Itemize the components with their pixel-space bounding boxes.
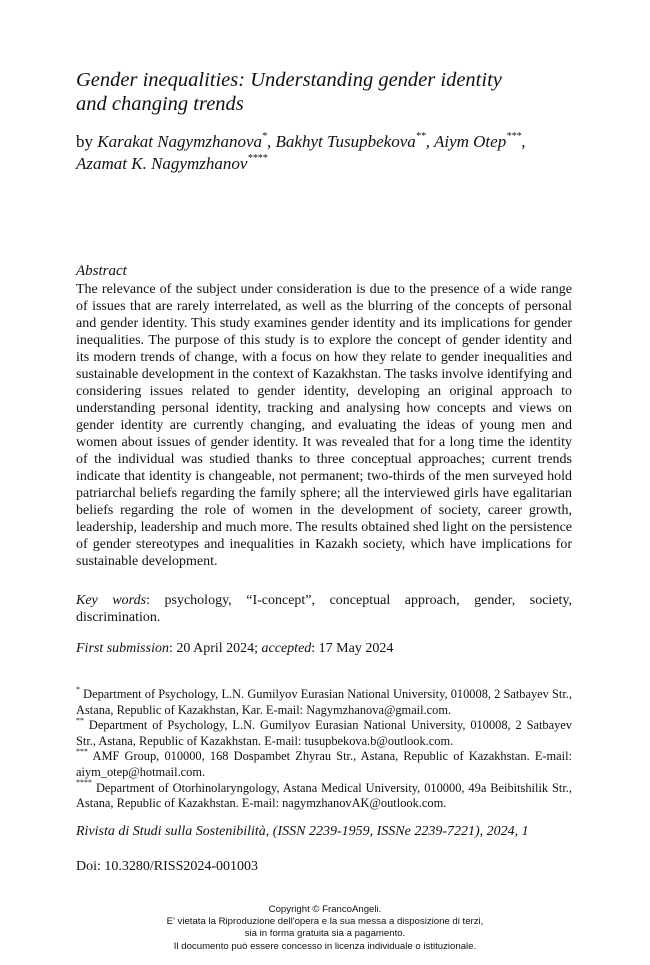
title-line-1: Gender inequalities: Understanding gender identity (76, 69, 502, 91)
footnote-text: AMF Group, 010000, 168 Dospambet Zhyrau Str., Astana, Republic of Kazakhstan. E-mail: aiym_otep@hotmail.com. (76, 749, 572, 779)
footnote-text: Department of Otorhinolaryngology, Astana Medical University, 010000, 49a Beibitshilik Str., Astana, Republic of Kazakhstan. E-mail: nagymzhanovAK@outlook.com. (76, 780, 572, 811)
author-mark: ** (415, 131, 426, 143)
author-separator: , (521, 132, 526, 151)
footnote-mark: *** (76, 747, 88, 757)
author-byline (76, 131, 576, 175)
first-submission-label: First submission (76, 641, 169, 656)
author-mark: *** (506, 131, 522, 143)
footnote (76, 718, 572, 749)
accepted-label: accepted (261, 641, 312, 656)
first-submission-date: : 20 April 2024; (168, 641, 262, 656)
footnote (76, 778, 572, 812)
copyright-line: Il documento può essere concesso in licenza individuale o istituzionale. (173, 940, 477, 952)
submission-dates (76, 640, 572, 657)
article-title (76, 68, 576, 116)
abstract-text: The relevance of the subject under consideration is due to the presence of a wide range of issues that are rarely interrelated, as well as the blurring of the concepts of personal and gender identity. This study examines gender identity and its implications for gender inequalities. The purpose of this study is to explore the concept of gender identity and its modern trends of change, with a focus on how they relate to gender inequalities and sustainable development in the context of Kazakhstan. The tasks involve identifying and considering issues related to gender identity, developing an original approach to understanding personal identity, tracking and analysing how concepts and views on gender identity are currently changing, and evaluating the ideas of young men and women about issues of gender identity. It was revealed that for a long time the identity of the individual was studied thanks to three conceptual approaches; current trends indicate that identity is changeable, not permanent; two-thirds of the men surveyed hold patriarchal beliefs regarding the family sphere; all the interviewed girls have egalitarian beliefs regarding the role of women in the development of society, career growth, leadership, leadership and much more. The results obtained shed light on the persistence of gender stereotypes and inequalities in Kazakh society, which have implications for sustainable development. (76, 282, 572, 569)
keywords-text: : psychology, “I-concept”, conceptual approach, gender, society, discrimination. (76, 593, 573, 625)
title-line-2: and changing trends (76, 93, 244, 115)
byline-by: by (76, 132, 93, 151)
footnote-text: Department of Psychology, L.N. Gumilyov Eurasian National University, 010008, 2 Satbayev Str., Astana, Republic of Kazakhstan. E-mail: tusupbekova.b@outlook.com. (76, 718, 572, 748)
journal-citation: Rivista di Studi sulla Sostenibilità, (ISSN 2239-1959, ISSNe 2239-7221), 2024, 1 (76, 824, 529, 839)
footnote-mark: * (76, 684, 80, 694)
copyright-notice (0, 904, 650, 953)
author-name: Aiym Otep (433, 132, 507, 151)
author-name: Bakhyt Tusupbekova (275, 132, 416, 151)
footnote-mark: **** (76, 778, 92, 788)
author-mark: * (262, 131, 268, 143)
doi: Doi: 10.3280/RISS2024-001003 (76, 859, 259, 874)
author-name: Azamat K. Nagymzhanov (76, 154, 248, 173)
abstract-heading: Abstract (76, 263, 127, 279)
copyright-line: sia in forma gratuita sia a pagamento. (244, 928, 406, 940)
author-separator: , (267, 132, 276, 151)
author-name: Karakat Nagymzhanova (97, 132, 263, 151)
footnote-mark: ** (76, 716, 84, 726)
author-separator: , (425, 132, 434, 151)
footnote (76, 684, 572, 718)
copyright-line: Copyright © FrancoAngeli. (268, 904, 382, 915)
copyright-line: E' vietata la Riproduzione dell'opera e la sua messa a disposizione di terzi, (166, 916, 484, 928)
author-mark: **** (247, 153, 268, 165)
footnote (76, 749, 572, 780)
affiliation-footnotes (76, 684, 572, 812)
footnote-text: Department of Psychology, L.N. Gumilyov Eurasian National University, 010008, 2 Satbayev Str., Astana, Republic of Kazakhstan, Kar. E-mail: Nagymzhanova@gmail.com. (76, 687, 572, 717)
keywords-label: Key words (76, 593, 147, 608)
accepted-date: : 17 May 2024 (311, 641, 394, 656)
keywords (76, 592, 572, 626)
